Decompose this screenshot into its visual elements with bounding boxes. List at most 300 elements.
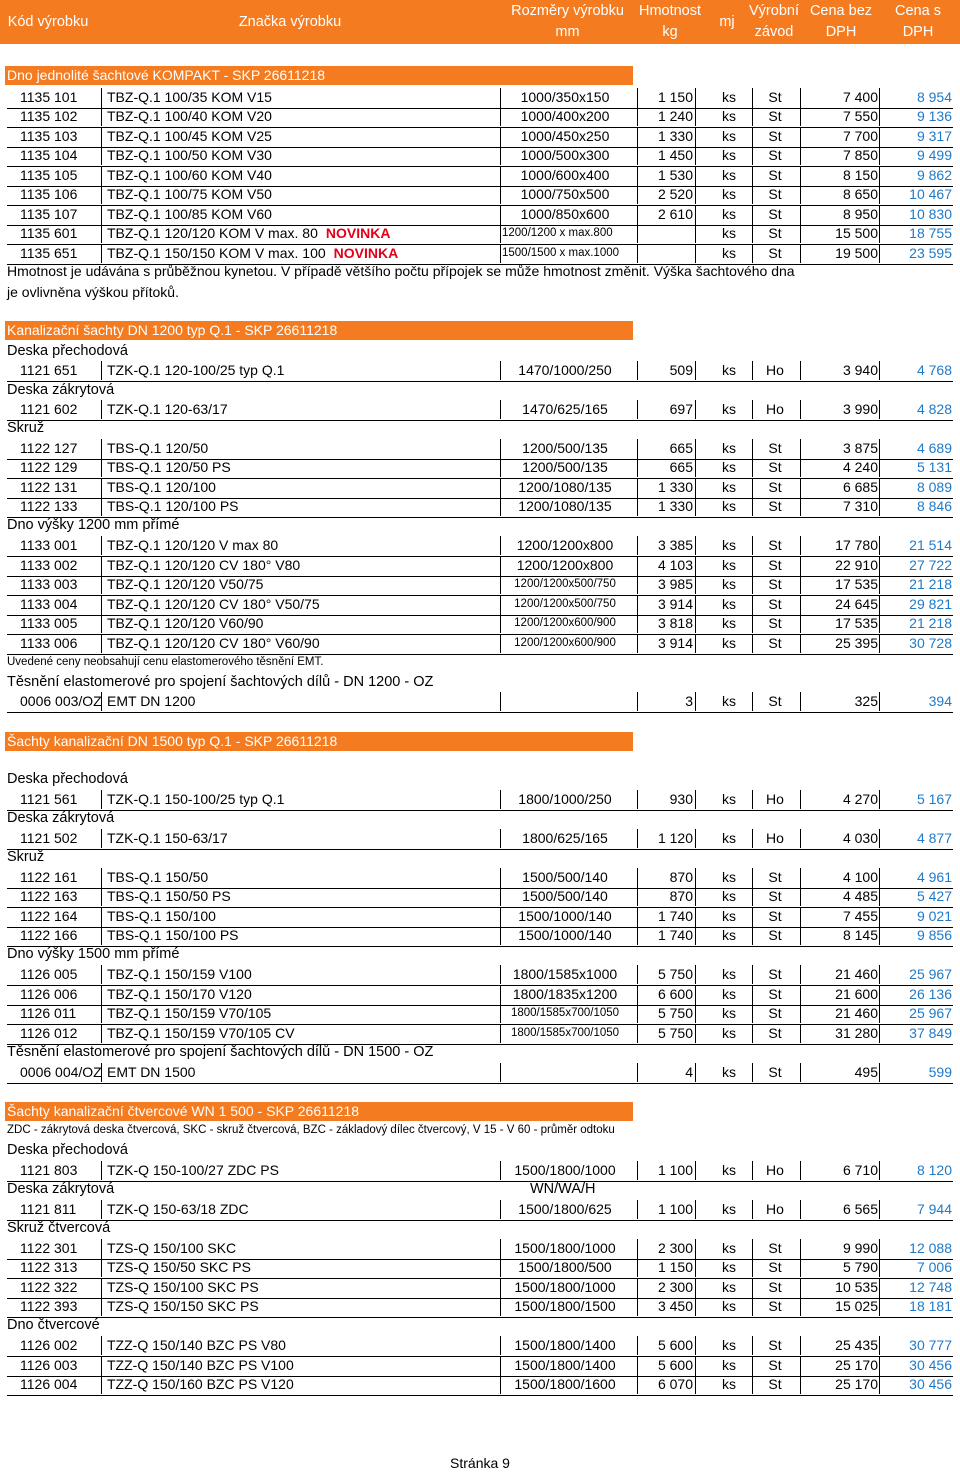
product-code: 1122 313: [20, 1259, 78, 1275]
price-net: 31 280: [835, 1025, 878, 1041]
product-name: TZK-Q.1 150-100/25 typ Q.1: [101, 790, 284, 809]
price-vat: 25 967: [879, 965, 952, 984]
column-divider: [637, 536, 638, 555]
price-vat: 4 768: [879, 361, 952, 380]
product-name: TBZ-Q.1 100/40 KOM V20: [101, 107, 272, 126]
column-divider: [800, 575, 801, 594]
column-divider: [752, 205, 753, 224]
production-plant: Ho: [766, 362, 784, 378]
table-row: [7, 595, 953, 616]
product-dimensions: 1800/1835x1200: [512, 986, 618, 1002]
column-divider: [500, 458, 501, 477]
product-name: TBZ-Q.1 120/120 CV 180° V60/90: [101, 634, 320, 653]
product-unit: ks: [722, 128, 736, 144]
product-code: 1121 602: [20, 401, 78, 417]
column-divider: [752, 185, 753, 204]
column-divider: [695, 1336, 696, 1355]
column-divider: [500, 146, 501, 165]
column-divider: [695, 692, 696, 711]
price-vat: 10 467: [879, 185, 952, 204]
price-net: 25 395: [835, 635, 878, 651]
product-unit: ks: [722, 245, 736, 261]
product-code: 1133 002: [20, 557, 78, 573]
column-divider: [500, 1336, 501, 1355]
product-name: TBZ-Q.1 100/75 KOM V50: [101, 185, 272, 204]
product-dimensions: 1200/1200 x max.800: [502, 227, 613, 239]
product-name: TBZ-Q.1 100/45 KOM V25: [101, 127, 272, 146]
table-row: [7, 536, 953, 557]
product-weight: 509: [669, 362, 693, 378]
product-weight: 3 985: [657, 576, 693, 592]
column-divider: [695, 1024, 696, 1043]
product-weight: 1 330: [657, 128, 693, 144]
price-vat: 4 961: [879, 868, 952, 887]
column-divider: [752, 692, 753, 711]
product-unit: ks: [722, 635, 736, 651]
column-divider: [752, 965, 753, 984]
production-plant: St: [768, 615, 782, 631]
product-weight: 5 600: [657, 1337, 693, 1353]
column-divider: [752, 1258, 753, 1277]
price-vat: 9 856: [879, 926, 952, 945]
column-divider: [637, 127, 638, 146]
column-divider: [637, 88, 638, 107]
column-divider: [800, 146, 801, 165]
table-row: [7, 575, 953, 596]
product-weight: 3 818: [657, 615, 693, 631]
price-vat: 7 944: [879, 1200, 952, 1219]
production-plant: St: [768, 440, 782, 456]
price-vat: 5 427: [879, 887, 952, 906]
column-divider: [500, 595, 501, 614]
product-code: 1133 006: [20, 635, 78, 651]
price-vat: 26 136: [879, 985, 952, 1004]
table-row: [7, 926, 953, 947]
product-unit: ks: [722, 1162, 736, 1178]
column-divider: [637, 361, 638, 380]
column-divider: [500, 790, 501, 809]
product-unit: ks: [722, 576, 736, 592]
product-code: 1135 106: [20, 186, 78, 202]
product-unit: ks: [722, 1298, 736, 1314]
subsection-title: Deska přechodová: [7, 771, 128, 787]
column-divider: [637, 829, 638, 848]
table-row: [7, 1239, 953, 1260]
production-plant: St: [768, 186, 782, 202]
price-vat: 21 218: [879, 614, 952, 633]
column-divider: [800, 205, 801, 224]
column-divider: [695, 790, 696, 809]
column-divider: [637, 907, 638, 926]
subsection-title: Deska zákrytová: [7, 810, 115, 826]
subsection-title: Dno výšky 1200 mm přímé: [7, 517, 180, 533]
product-name: TZK-Q 150-100/27 ZDC PS: [101, 1161, 279, 1180]
column-divider: [800, 1200, 801, 1219]
product-code: 1126 002: [20, 1337, 78, 1353]
product-name: TBZ-Q.1 150/159 V100: [101, 965, 252, 984]
column-divider: [800, 127, 801, 146]
product-code: 1121 803: [20, 1162, 78, 1178]
product-name: TBZ-Q.1 120/120 CV 180° V50/75: [101, 595, 320, 614]
column-divider: [637, 166, 638, 185]
column-divider: [695, 1258, 696, 1277]
column-divider: [500, 887, 501, 906]
product-unit: ks: [722, 459, 736, 475]
product-code: 1135 105: [20, 167, 78, 183]
product-name: TZZ-Q 150/140 BZC PS V100: [101, 1356, 294, 1375]
section-title: Šachty kanalizační DN 1500 typ Q.1 - SKP 26611218: [5, 732, 633, 751]
column-divider: [500, 1063, 501, 1082]
table-row: [7, 829, 953, 850]
column-divider: [752, 146, 753, 165]
product-dimensions: 1800/1585x700/1050: [510, 1007, 620, 1019]
page-footer: Stránka 9: [450, 1455, 510, 1471]
column-divider: [637, 244, 638, 263]
column-divider: [500, 868, 501, 887]
column-divider: [637, 1336, 638, 1355]
product-unit: ks: [722, 147, 736, 163]
column-divider: [695, 1278, 696, 1297]
production-plant: St: [768, 459, 782, 475]
product-code: 1133 003: [20, 576, 78, 592]
column-divider: [800, 887, 801, 906]
product-name: TBZ-Q.1 100/50 KOM V30: [101, 146, 272, 165]
column-divider: [500, 478, 501, 497]
column-divider: [695, 224, 696, 243]
column-divider: [800, 244, 801, 263]
column-divider: [695, 556, 696, 575]
product-dimensions: 1200/500/135: [522, 459, 608, 475]
column-divider: [637, 1063, 638, 1082]
product-code: 1122 161: [20, 869, 78, 885]
section-note: je ovlivněna výškou přítoků.: [7, 284, 179, 300]
price-vat: 30 456: [879, 1356, 952, 1375]
product-dimensions: 1200/1200x600/900: [514, 637, 616, 649]
product-dimensions: 1000/450x250: [520, 128, 610, 144]
column-divider: [637, 868, 638, 887]
column-divider: [800, 1375, 801, 1394]
column-divider: [500, 536, 501, 555]
column-divider: [500, 166, 501, 185]
column-divider: [695, 614, 696, 633]
column-divider: [637, 1258, 638, 1277]
product-name: TZS-Q 150/50 SKC PS: [101, 1258, 251, 1277]
column-divider: [637, 614, 638, 633]
product-unit: ks: [722, 401, 736, 417]
price-net: 3 940: [842, 362, 878, 378]
product-dimensions: 1000/750x500: [520, 186, 610, 202]
price-vat: 7 006: [879, 1258, 952, 1277]
column-divider: [800, 497, 801, 516]
col-weight-header: Hmotnost kg: [638, 3, 702, 40]
product-weight: 1 450: [657, 147, 693, 163]
column-divider: [695, 205, 696, 224]
price-vat: 30 456: [879, 1375, 952, 1394]
table-row: [7, 556, 953, 577]
price-net: 21 600: [835, 986, 878, 1002]
column-divider: [500, 400, 501, 419]
column-divider: [752, 1024, 753, 1043]
product-name: TZZ-Q 150/160 BZC PS V120: [101, 1375, 294, 1394]
product-weight: 1 100: [657, 1162, 693, 1178]
production-plant: St: [768, 1240, 782, 1256]
column-divider: [637, 458, 638, 477]
product-code: 1135 107: [20, 206, 78, 222]
table-row: [7, 146, 953, 167]
column-divider: [500, 907, 501, 926]
product-name: TBS-Q.1 120/100 PS: [101, 497, 239, 516]
product-name: TBZ-Q.1 100/85 KOM V60: [101, 205, 272, 224]
price-vat: 12 748: [879, 1278, 952, 1297]
table-row: [7, 439, 953, 460]
column-divider: [800, 439, 801, 458]
product-weight: 5 750: [657, 1005, 693, 1021]
column-divider: [752, 497, 753, 516]
production-plant: St: [768, 908, 782, 924]
column-divider: [752, 1239, 753, 1258]
product-code: 1135 651: [20, 245, 78, 261]
column-divider: [637, 478, 638, 497]
price-net: 15 500: [835, 225, 878, 241]
column-divider: [800, 829, 801, 848]
price-net: 22 910: [835, 557, 878, 573]
column-divider: [637, 185, 638, 204]
subsection-title: Deska zákrytová: [7, 382, 115, 398]
column-divider: [752, 127, 753, 146]
price-net: 4 100: [842, 869, 878, 885]
price-vat: 599: [879, 1063, 952, 1082]
column-divider: [500, 829, 501, 848]
col-price-vat-header: Cena s DPH: [895, 3, 941, 40]
price-net: 495: [854, 1064, 878, 1080]
product-unit: ks: [722, 440, 736, 456]
column-divider: [695, 1161, 696, 1180]
product-weight: 1 330: [657, 498, 693, 514]
column-divider: [800, 692, 801, 711]
production-plant: St: [768, 1279, 782, 1295]
column-divider: [752, 634, 753, 653]
section-title: Dno jednolité šachtové KOMPAKT - SKP 26611218: [5, 66, 633, 85]
product-dimensions: 1500/1000/140: [518, 927, 612, 943]
column-divider: [800, 107, 801, 126]
production-plant: St: [768, 576, 782, 592]
column-divider: [695, 1375, 696, 1394]
column-divider: [500, 88, 501, 107]
section-title: Kanalizační šachty DN 1200 typ Q.1 - SKP 26611218: [5, 321, 633, 340]
product-weight: 1 120: [657, 830, 693, 846]
column-divider: [752, 1336, 753, 1355]
product-unit: ks: [722, 1337, 736, 1353]
product-code: 1122 163: [20, 888, 78, 904]
price-vat: 5 131: [879, 458, 952, 477]
table-row: [7, 887, 953, 908]
column-divider: [500, 985, 501, 1004]
subsection-extra: WN/WA/H: [530, 1181, 596, 1197]
price-vat: 4 828: [879, 400, 952, 419]
column-divider: [637, 497, 638, 516]
production-plant: St: [768, 245, 782, 261]
product-dimensions: 1200/1200x500/750: [514, 578, 616, 590]
product-name: TBZ-Q.1 120/120 V50/75: [101, 575, 263, 594]
product-weight: 6 070: [657, 1376, 693, 1392]
column-divider: [500, 1356, 501, 1375]
product-dimensions: 1800/1000/250: [518, 791, 612, 807]
column-divider: [695, 595, 696, 614]
product-name: EMT DN 1500: [101, 1063, 195, 1082]
column-divider: [695, 400, 696, 419]
column-divider: [800, 1258, 801, 1277]
price-net: 6 565: [842, 1201, 878, 1217]
product-unit: ks: [722, 1005, 736, 1021]
price-vat: 18 755: [879, 224, 952, 243]
column-divider: [637, 107, 638, 126]
production-plant: St: [768, 1298, 782, 1314]
product-name: TBS-Q.1 120/50: [101, 439, 208, 458]
product-unit: ks: [722, 596, 736, 612]
column-divider: [500, 965, 501, 984]
product-dimensions: 1500/1800/1500: [514, 1298, 616, 1314]
column-divider: [500, 1161, 501, 1180]
production-plant: St: [768, 1025, 782, 1041]
product-name: TZS-Q 150/100 SKC: [101, 1239, 236, 1258]
column-divider: [637, 1024, 638, 1043]
column-divider: [695, 1297, 696, 1316]
column-divider: [637, 595, 638, 614]
table-row: [7, 205, 953, 226]
column-divider: [695, 1200, 696, 1219]
production-plant: Ho: [766, 401, 784, 417]
table-row: [7, 1278, 953, 1299]
price-net: 10 535: [835, 1279, 878, 1295]
product-weight: 5 600: [657, 1357, 693, 1373]
section-note: Hmotnost je udávána s průběžnou kynetou. V případě většího počtu přípojek se může hmotnost změnit. Výška šachtového dna: [7, 263, 795, 279]
table-row: [7, 107, 953, 128]
column-divider: [800, 1356, 801, 1375]
column-divider: [500, 1239, 501, 1258]
product-dimensions: 1200/1200x800: [516, 537, 614, 553]
table-row: [7, 1161, 953, 1182]
column-divider: [752, 107, 753, 126]
production-plant: St: [768, 1005, 782, 1021]
product-code: 1122 127: [20, 440, 78, 456]
column-divider: [800, 965, 801, 984]
column-divider: [500, 244, 501, 263]
price-vat: 21 514: [879, 536, 952, 555]
production-plant: St: [768, 557, 782, 573]
col-code-header: Kód výrobku: [7, 13, 89, 30]
price-net: 17 535: [835, 576, 878, 592]
column-divider: [695, 107, 696, 126]
table-row: [7, 166, 953, 187]
production-plant: Ho: [766, 791, 784, 807]
product-code: 1126 003: [20, 1357, 78, 1373]
product-code: 1122 133: [20, 498, 78, 514]
product-unit: ks: [722, 888, 736, 904]
column-divider: [752, 1200, 753, 1219]
price-vat: 37 849: [879, 1024, 952, 1043]
column-divider: [695, 1356, 696, 1375]
product-code: 1122 393: [20, 1298, 78, 1314]
product-name: TZK-Q.1 150-63/17: [101, 829, 228, 848]
product-code: 1121 561: [20, 791, 78, 807]
price-vat: 18 181: [879, 1297, 952, 1316]
column-divider: [500, 127, 501, 146]
column-divider: [695, 926, 696, 945]
product-weight: 4: [685, 1064, 693, 1080]
price-net: 6 710: [842, 1162, 878, 1178]
product-dimensions: 1200/1200x500/750: [514, 598, 616, 610]
price-net: 21 460: [835, 1005, 878, 1021]
product-code: 1135 101: [20, 89, 78, 105]
column-divider: [500, 205, 501, 224]
table-row: [7, 1375, 953, 1396]
price-vat: 9 021: [879, 907, 952, 926]
product-weight: 6 600: [657, 986, 693, 1002]
product-weight: 870: [669, 869, 693, 885]
production-plant: St: [768, 927, 782, 943]
production-plant: St: [768, 128, 782, 144]
production-plant: St: [768, 498, 782, 514]
section-title: Šachty kanalizační čtvercové WN 1 500 - SKP 26611218: [5, 1102, 633, 1121]
column-divider: [695, 1004, 696, 1023]
product-unit: ks: [722, 1279, 736, 1295]
product-unit: ks: [722, 498, 736, 514]
product-code: 1126 005: [20, 966, 78, 982]
column-divider: [637, 439, 638, 458]
product-code: 1135 102: [20, 108, 78, 124]
column-divider: [800, 361, 801, 380]
table-row: [7, 790, 953, 811]
column-divider: [800, 224, 801, 243]
subsection-title: Deska zákrytová: [7, 1181, 115, 1197]
product-name: TBZ-Q.1 120/120 CV 180° V80: [101, 556, 300, 575]
product-unit: ks: [722, 1357, 736, 1373]
price-net: 25 170: [835, 1376, 878, 1392]
product-unit: ks: [722, 206, 736, 222]
column-divider: [500, 361, 501, 380]
column-divider: [500, 1278, 501, 1297]
product-code: 1133 004: [20, 596, 78, 612]
subsection-title: Těsnění elastomerové pro spojení šachtových dílů - DN 1200 - OZ: [7, 674, 434, 690]
product-code: 1122 131: [20, 479, 78, 495]
product-code: 1133 005: [20, 615, 78, 631]
product-dimensions: 1470/1000/250: [518, 362, 612, 378]
price-net: 8 650: [842, 186, 878, 202]
price-net: 3 875: [842, 440, 878, 456]
product-name: TBS-Q.1 150/50 PS: [101, 887, 231, 906]
column-divider: [752, 1297, 753, 1316]
production-plant: St: [768, 869, 782, 885]
product-weight: 697: [669, 401, 693, 417]
column-divider: [800, 536, 801, 555]
table-row: [7, 985, 953, 1006]
product-unit: ks: [722, 89, 736, 105]
product-dimensions: 1500/1800/1600: [514, 1376, 616, 1392]
price-net: 3 990: [842, 401, 878, 417]
product-code: 1126 004: [20, 1376, 78, 1392]
production-plant: St: [768, 966, 782, 982]
product-name: TBS-Q.1 150/50: [101, 868, 208, 887]
product-weight: 1 240: [657, 108, 693, 124]
subsection-title: Deska přechodová: [7, 1142, 128, 1158]
product-unit: ks: [722, 362, 736, 378]
production-plant: Ho: [766, 830, 784, 846]
column-divider: [800, 634, 801, 653]
product-code: 1122 322: [20, 1279, 78, 1295]
production-plant: St: [768, 1064, 782, 1080]
column-divider: [752, 224, 753, 243]
price-vat: 8 120: [879, 1161, 952, 1180]
